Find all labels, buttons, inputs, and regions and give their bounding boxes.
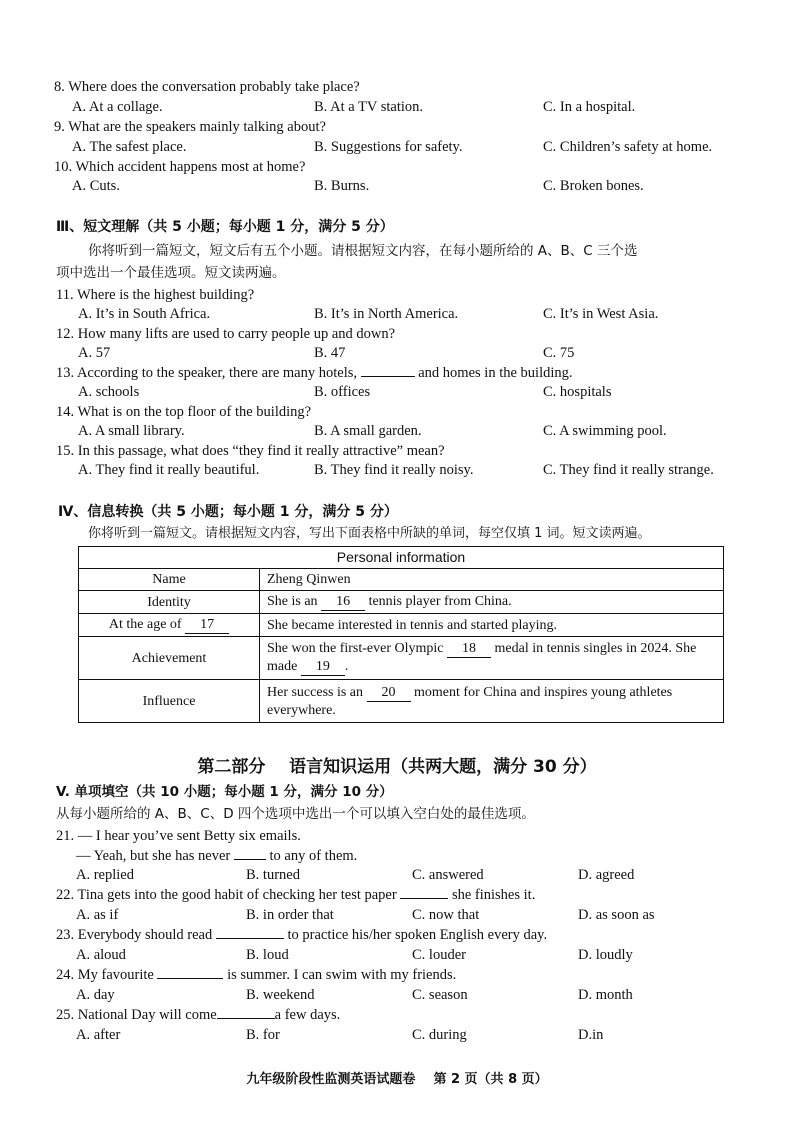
question-13: 13. According to the speaker, there are many hotels, and homes in the building. [56,365,573,381]
section-5-instruction: 从每小题所给的 A、B、C、D 四个选项中选出一个可以填入空白处的最佳选项。 [56,806,535,822]
option-14c: C. A swimming pool. [543,423,667,439]
option-25b: B. for [246,1027,280,1043]
identity-value: She is an 16 tennis player from China. [260,591,724,614]
influence-value: Her success is an 20 moment for China and inspires young athletes everywhere. [260,680,724,723]
table-row [79,680,724,723]
section-4-instruction: 你将听到一篇短文。请根据短文内容，写出下面表格中所缺的单词，每空仅填 1 词。短文读两遍。 [88,526,651,541]
question-8: 8. Where does the conversation probably take place? [54,79,360,95]
option-11b: B. It’s in North America. [314,306,459,322]
option-22c: C. now that [412,907,480,923]
table-header: Personal information [79,547,724,569]
option-15c: C. They find it really strange. [543,462,714,478]
option-14a: A. A small library. [78,423,185,439]
question-12: 12. How many lifts are used to carry people up and down? [56,326,396,342]
option-24c: C. season [412,987,468,1003]
achievement-value: She won the first-ever Olympic 18 medal in tennis singles in 2024. She made 19 . [260,637,724,680]
option-25c: C. during [412,1027,467,1043]
option-22b: B. in order that [246,907,334,923]
section-4-title: Ⅳ、信息转换（共 5 小题；每小题 1 分，满分 5 分） [58,504,398,520]
option-24a: A. day [76,987,115,1003]
answer-blank-24[interactable] [157,978,223,979]
option-25a: A. after [76,1027,121,1043]
option-13c: C. hospitals [543,384,612,400]
question-10: 10. Which accident happens most at home? [54,159,306,175]
option-13a: A. schools [78,384,140,400]
option-13b: B. offices [314,384,371,400]
option-10b: B. Burns. [314,178,370,194]
option-12a: A. 57 [78,345,111,361]
identity-label: Identity [79,591,260,614]
option-10c: C. Broken bones. [543,178,644,194]
option-15a: A. They find it really beautiful. [78,462,260,478]
option-24d: D. month [578,987,633,1003]
question-15: 15. In this passage, what does “they find it really attractive” mean? [56,443,445,459]
answer-blank-20[interactable]: 20 [367,684,411,702]
answer-blank-19[interactable]: 19 [301,658,345,676]
section-5-title: V. 单项填空（共 10 小题；每小题 1 分，满分 10 分） [56,784,393,800]
question-21-reply: — Yeah, but she has never to any of them. [76,848,358,864]
answer-blank-25[interactable] [217,1018,275,1019]
option-25d: D.in [578,1027,604,1043]
age-label: At the age of 17 [79,614,260,637]
answer-blank-21[interactable] [234,859,266,860]
name-label: Name [79,569,260,591]
option-23b: B. loud [246,947,289,963]
option-23c: C. louder [412,947,466,963]
question-9: 9. What are the speakers mainly talking about? [54,119,326,135]
section-3-instruction: 你将听到一篇短文，短文后有五个小题。请根据短文内容，在每小题所给的 A、B、C 三个选 [88,243,638,259]
option-21a: A. replied [76,867,134,883]
part-2-title: 第二部分 语言知识运用（共两大题，满分 30 分） [197,757,597,777]
option-21d: D. agreed [578,867,635,883]
option-21b: B. turned [246,867,300,883]
influence-label: Influence [79,680,260,723]
page-footer: 九年级阶段性监测英语试题卷 第 2 页（共 8 页） [246,1072,548,1087]
question-22: 22. Tina gets into the good habit of checking her test paper she finishes it. [56,887,536,903]
option-8a: A. At a collage. [72,99,163,115]
option-22a: A. as if [76,907,119,923]
answer-blank-23[interactable] [216,938,284,939]
option-15b: B. They find it really noisy. [314,462,474,478]
question-24: 24. My favourite is summer. I can swim with my friends. [56,967,457,983]
name-value: Zheng Qinwen [260,569,724,591]
option-21c: C. answered [412,867,484,883]
option-22d: D. as soon as [578,907,655,923]
option-23d: D. loudly [578,947,633,963]
option-24b: B. weekend [246,987,315,1003]
table-row [79,591,724,614]
option-8b: B. At a TV station. [314,99,424,115]
table-row [79,637,724,680]
personal-info-table [78,546,724,723]
answer-blank-17[interactable]: 17 [185,616,229,634]
option-12c: C. 75 [543,345,575,361]
option-14b: B. A small garden. [314,423,422,439]
age-value: She became interested in tennis and started playing. [260,614,724,637]
table-row [79,614,724,637]
answer-blank-18[interactable]: 18 [447,640,491,658]
question-21: 21. — I hear you’ve sent Betty six emails. [56,828,301,844]
option-11c: C. It’s in West Asia. [543,306,659,322]
achievement-label: Achievement [79,637,260,680]
answer-blank-22[interactable] [400,898,448,899]
question-23: 23. Everybody should read to practice his/her spoken English every day. [56,927,548,943]
option-11a: A. It’s in South Africa. [78,306,211,322]
question-25: 25. National Day will come a few days. [56,1007,341,1023]
answer-blank-13[interactable] [361,376,415,377]
option-23a: A. aloud [76,947,126,963]
section-3-title: Ⅲ、短文理解（共 5 小题；每小题 1 分，满分 5 分） [56,219,394,235]
option-9b: B. Suggestions for safety. [314,139,463,155]
option-12b: B. 47 [314,345,346,361]
section-3-instruction-cont: 项中选出一个最佳选项。短文读两遍。 [56,265,286,281]
table-row [79,569,724,591]
question-11: 11. Where is the highest building? [56,287,255,303]
option-9a: A. The safest place. [72,139,187,155]
question-14: 14. What is on the top floor of the building? [56,404,312,420]
option-10a: A. Cuts. [72,178,120,194]
option-8c: C. In a hospital. [543,99,636,115]
answer-blank-16[interactable]: 16 [321,593,365,611]
option-9c: C. Children’s safety at home. [543,139,713,155]
